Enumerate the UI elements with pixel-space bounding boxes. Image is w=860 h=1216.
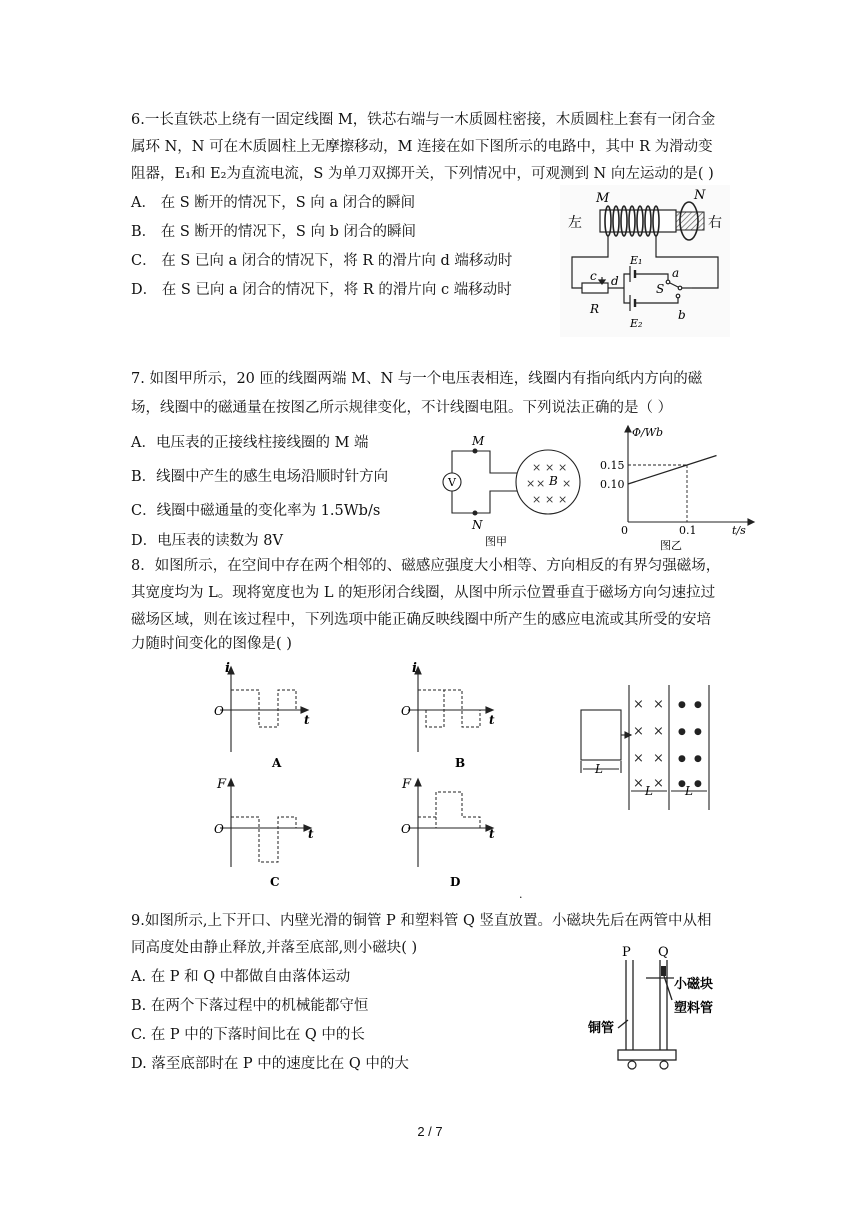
width-label-field-1: L <box>645 784 653 798</box>
label-copper: 铜管 <box>588 1021 615 1036</box>
voltmeter-label: V <box>448 476 456 489</box>
q9-option-b: B. 在两个下落过程中的机械能都守恒 <box>131 998 369 1014</box>
width-label-coil: L <box>595 762 603 776</box>
cross-mark: × <box>653 776 664 791</box>
dot-mark: ● <box>678 700 686 710</box>
cross-mark: × <box>526 477 536 490</box>
terminal-m: M <box>472 434 485 448</box>
label-n: N <box>694 188 706 203</box>
axis-t: t <box>304 713 310 727</box>
q7-option-d: D．电压表的读数为 8V <box>131 533 283 549</box>
graph-label-b: B <box>455 756 466 770</box>
pull-arrow-icon <box>625 732 631 738</box>
q6-option-c: C． 在 S 已向 a 闭合的情况下，将 R 的滑片向 d 端移动时 <box>131 253 513 269</box>
terminal-n: N <box>472 518 483 532</box>
cross-mark: × <box>562 477 572 490</box>
cross-mark: × <box>653 751 664 766</box>
caption-fig-b: 图乙 <box>660 539 682 552</box>
axis-t: t <box>489 713 495 727</box>
cross-mark: × <box>633 724 644 739</box>
q8-graph-c <box>200 772 320 890</box>
small-magnet <box>661 966 666 976</box>
tick-y-0.15: 0.15 <box>600 459 625 472</box>
dot-mark: ● <box>694 754 702 764</box>
dot-mark: ● <box>694 727 702 737</box>
axis-t: t <box>308 827 314 841</box>
label-d: d <box>611 274 619 288</box>
field-label-b: B <box>549 474 558 488</box>
label-e2: E₂ <box>630 317 643 330</box>
field-dot-region <box>678 700 702 789</box>
axis-t: t <box>489 827 495 841</box>
q7-flux-graph <box>598 420 763 552</box>
q7-option-b: B．线圈中产生的感生电场沿顺时针方向 <box>131 469 389 485</box>
label-m: M <box>596 191 610 206</box>
y-axis-label: Φ/Wb <box>632 426 664 439</box>
q9-option-c: C. 在 P 中的下落时间比在 Q 中的长 <box>131 1027 365 1043</box>
q7-option-c: C．线圈中磁通量的变化率为 1.5Wb/s <box>131 503 381 519</box>
label-r: R <box>590 302 600 316</box>
axis-i: i <box>412 661 417 676</box>
q8-graph-b <box>388 660 508 770</box>
width-label-field-2: L <box>685 784 693 798</box>
q6-circuit-figure <box>560 185 730 337</box>
label-e1: E₁ <box>630 254 643 267</box>
label-q: Q <box>658 945 669 960</box>
cross-mark: × <box>532 461 542 474</box>
axis-f: F <box>217 777 227 792</box>
label-a: a <box>672 266 680 280</box>
cross-mark: × <box>653 697 664 712</box>
rheostat-r <box>582 283 608 293</box>
axis-f: F <box>402 777 412 792</box>
cross-mark: × <box>633 751 644 766</box>
origin-o: O <box>401 704 411 718</box>
label-plastic: 塑料管 <box>674 1001 714 1016</box>
q8-stem-line-3: 磁场区域，则在该过程中，下列选项中能正确反映线圈中所产生的感应电流或其所受的安培 <box>131 612 711 628</box>
q8-stem-line-1: 8．如图所示，在空间中存在两个相邻的、磁感应强度大小相等、方向相反的有界匀强磁场， <box>131 558 721 574</box>
flux-series-line <box>628 456 717 485</box>
cross-mark: × <box>653 724 664 739</box>
origin-o: O <box>214 822 224 836</box>
graph-label-a: A <box>272 756 282 770</box>
q6-stem-line-3: 阻器，E₁和 E₂为直流电流，S 为单刀双掷开关，下列情况中，可观测到 N 向左运动的是( ) <box>131 166 714 182</box>
label-magnet: 小磁块 <box>674 977 714 992</box>
dot-mark: ● <box>694 779 702 789</box>
cross-mark: × <box>545 461 555 474</box>
q9-tube-figure <box>588 940 738 1072</box>
label-left: 左 <box>568 215 582 231</box>
wheel-right <box>660 1061 668 1069</box>
q6-stem-line-2: 属环 N，N 可在木质圆柱上无摩擦移动，M 连接在如下图所示的电路中，其中 R 为滑动变 <box>131 139 713 155</box>
caption-fig-a: 图甲 <box>485 535 507 548</box>
q8-field-diagram <box>575 685 725 815</box>
label-b: b <box>678 308 686 322</box>
q6-option-b: B． 在 S 断开的情况下，S 向 b 闭合的瞬间 <box>131 224 416 240</box>
label-s: S <box>656 282 665 296</box>
page-number: 2 / 7 <box>417 1124 443 1139</box>
cross-mark: × <box>558 461 568 474</box>
q7-figure-a <box>435 425 595 551</box>
dot-mark: ● <box>678 779 686 789</box>
rect-coil <box>581 710 621 760</box>
cross-mark: × <box>633 697 644 712</box>
origin-label: 0 <box>621 524 628 537</box>
tick-y-0.10: 0.10 <box>600 478 625 491</box>
axis-i: i <box>225 661 230 676</box>
q7-stem-line-2: 场，线圈中的磁通量在按图乙所示规律变化，不计线圈电阻。下列说法正确的是（ ） <box>131 400 673 416</box>
q7-stem-line-1: 7. 如图甲所示，20 匝的线圈两端 M、N 与一个电压表相连，线圈内有指向纸内方向的磁 <box>131 371 703 387</box>
q6-stem-line-1: 6.一长直铁芯上绕有一固定线圈 M，铁芯右端与一木质圆柱密接，木质圆柱上套有一闭合金 <box>131 112 716 128</box>
graph-label-d: D <box>450 875 461 889</box>
q6-option-a: A． 在 S 断开的情况下，S 向 a 闭合的瞬间 <box>131 195 416 211</box>
q9-option-a: A. 在 P 和 Q 中都做自由落体运动 <box>131 969 351 985</box>
label-p: P <box>622 945 631 960</box>
q8-stem-line-4: 力随时间变化的图像是( ) <box>131 636 292 652</box>
q6-option-d: D． 在 S 已向 a 闭合的情况下，将 R 的滑片向 c 端移动时 <box>131 282 512 298</box>
origin-o: O <box>214 704 224 718</box>
label-right: 右 <box>708 215 722 231</box>
dot-mark: ● <box>678 754 686 764</box>
origin-o: O <box>401 822 411 836</box>
wheel-left <box>628 1061 636 1069</box>
q9-option-d: D. 落至底部时在 P 中的速度比在 Q 中的大 <box>131 1056 409 1072</box>
q9-stem-line-2: 同高度处由静止释放,并落至底部,则小磁块( ) <box>131 940 418 956</box>
cross-mark: × <box>633 776 644 791</box>
field-cross-region <box>633 697 664 791</box>
dot-mark: ● <box>678 727 686 737</box>
cross-mark: × <box>536 477 546 490</box>
tick-x-0.1: 0.1 <box>679 524 697 537</box>
cross-mark: × <box>532 493 542 506</box>
graph-label-c: C <box>270 875 280 889</box>
q7-option-a: A．电压表的正接线柱接线圈的 M 端 <box>131 435 369 451</box>
q8-graph-a <box>200 660 320 770</box>
q8-stem-line-2: 其宽度均为 L。现将宽度也为 L 的矩形闭合线圈，从图中所示位置垂直于磁场方向匀速拉过 <box>131 585 716 601</box>
cross-mark: × <box>545 493 555 506</box>
label-c: c <box>590 269 597 283</box>
x-axis-label: t/s <box>732 524 746 537</box>
stand-base <box>618 1050 676 1060</box>
cross-mark: × <box>558 493 568 506</box>
stray-dot: . <box>519 888 523 901</box>
q8-graph-d <box>388 772 508 890</box>
dot-mark: ● <box>694 700 702 710</box>
q9-stem-line-1: 9.如图所示,上下开口、内壁光滑的铜管 P 和塑料管 Q 竖直放置。小磁块先后在两管中从相 <box>131 913 712 929</box>
